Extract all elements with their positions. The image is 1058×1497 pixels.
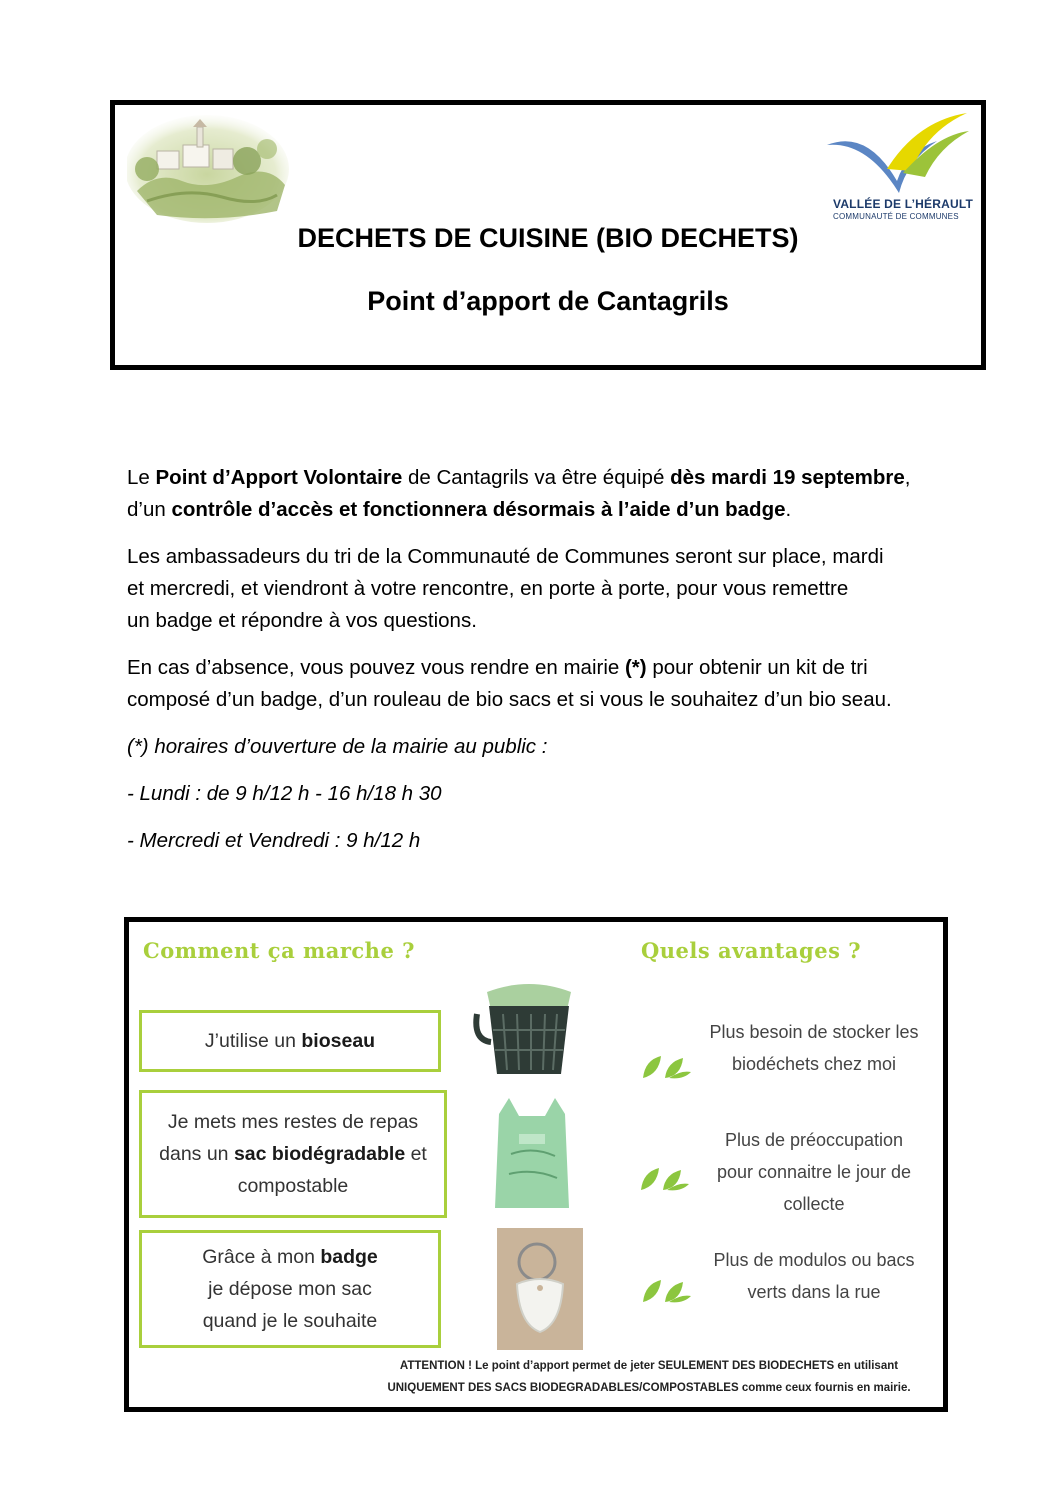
text-run-bold: (*)	[624, 656, 647, 679]
text-run-bold: bioseau	[301, 1030, 376, 1052]
page-title: DECHETS DE CUISINE (BIO DECHETS)	[297, 223, 799, 253]
text-run-bold: dès mardi 19 septembre	[670, 466, 905, 489]
paragraph-announcement	[127, 462, 987, 526]
advantage-street-bins	[699, 1244, 929, 1308]
text-line: composé d’un badge, d’un rouleau de bio sacs et si vous le souhaitez d’un bio seau.	[127, 688, 892, 711]
text-run: dans un	[159, 1143, 234, 1165]
text-line: verts dans la rue	[747, 1282, 881, 1302]
text-line: UNIQUEMENT DES SACS BIODEGRADABLES/COMPOSTABLES comme ceux fournis en mairie.	[387, 1382, 911, 1394]
text-line: je dépose mon sac	[208, 1278, 372, 1300]
text-line: compostable	[237, 1175, 349, 1197]
access-badge-icon	[497, 1228, 583, 1350]
text-run-bold: contrôle d’accès et fonctionnera désormais à l’aide d’un badge	[171, 498, 786, 521]
logo-name: VALLÉE DE L’HÉRAULT	[833, 197, 974, 211]
text-run: de Cantagrils va être équipé	[402, 466, 671, 489]
bioseau-bin-icon	[473, 970, 585, 1080]
step-sac-biodegradable	[139, 1090, 447, 1218]
hours-wed-fri: - Mercredi et Vendredi : 9 h/12 h	[127, 829, 421, 852]
text-line: ATTENTION ! Le point d’apport permet de jeter SEULEMENT DES BIODECHETS en utilisant	[399, 1360, 899, 1372]
text-run: d’un	[127, 498, 172, 521]
text-line: quand je le souhaite	[202, 1310, 378, 1332]
leaf-icon	[641, 1050, 693, 1080]
how-it-works-heading: Comment ça marche ?	[143, 938, 415, 963]
vallee-herault-logo	[827, 111, 974, 223]
text-run: .	[785, 498, 792, 521]
text-line: biodéchets chez moi	[731, 1054, 897, 1074]
step-badge	[139, 1230, 441, 1348]
text-run: Le	[127, 466, 156, 489]
leaf-icon	[641, 1274, 693, 1304]
text-run: pour obtenir un kit de tri	[646, 656, 868, 679]
text-line: Plus besoin de stocker les	[709, 1022, 919, 1042]
text-line: pour connaitre le jour de	[716, 1162, 912, 1182]
text-run-bold: badge	[320, 1246, 378, 1268]
village-illustration	[127, 111, 289, 223]
infographic	[124, 917, 948, 1412]
advantage-collection-day	[699, 1124, 929, 1220]
step-bioseau	[139, 1010, 441, 1072]
biodegradable-bag-icon	[489, 1094, 575, 1212]
text-line: un badge et répondre à vos questions.	[127, 609, 477, 632]
logo-subtitle: COMMUNAUTÉ DE COMMUNES	[833, 212, 959, 221]
text-run: Grâce à mon	[202, 1246, 321, 1268]
text-line: Plus de modulos ou bacs	[713, 1250, 915, 1270]
paragraph-absence	[127, 652, 987, 716]
text-line: Plus de préoccupation	[724, 1130, 904, 1150]
page-subtitle: Point d’apport de Cantagrils	[367, 286, 729, 316]
advantages-heading: Quels avantages ?	[641, 938, 862, 963]
text-run-bold: sac biodégradable	[233, 1143, 406, 1165]
leaf-icon	[639, 1162, 691, 1192]
text-run: et	[405, 1143, 427, 1165]
text-line: et mercredi, et viendront à votre rencontre, en porte à porte, pour vous remettre	[127, 577, 849, 600]
advantage-storage	[699, 1016, 929, 1080]
logo-swoosh-icon	[827, 111, 971, 197]
hours-title: (*) horaires d’ouverture de la mairie au public :	[127, 735, 548, 758]
header-box	[110, 100, 986, 370]
text-line: Je mets mes restes de repas	[167, 1111, 419, 1133]
text-line: collecte	[783, 1194, 845, 1214]
paragraph-ambassadors	[127, 541, 987, 637]
attention-notice	[369, 1355, 929, 1399]
text-run-bold: Point d’Apport Volontaire	[155, 466, 403, 489]
hours-monday: - Lundi : de 9 h/12 h - 16 h/18 h 30	[127, 782, 442, 805]
text-run: En cas d’absence, vous pouvez vous rendre en mairie	[127, 656, 625, 679]
body-text	[127, 462, 987, 872]
text-line: Les ambassadeurs du tri de la Communauté de Communes seront sur place, mardi	[127, 545, 884, 568]
text-run: J’utilise un	[204, 1030, 302, 1052]
text-run: ,	[904, 466, 911, 489]
